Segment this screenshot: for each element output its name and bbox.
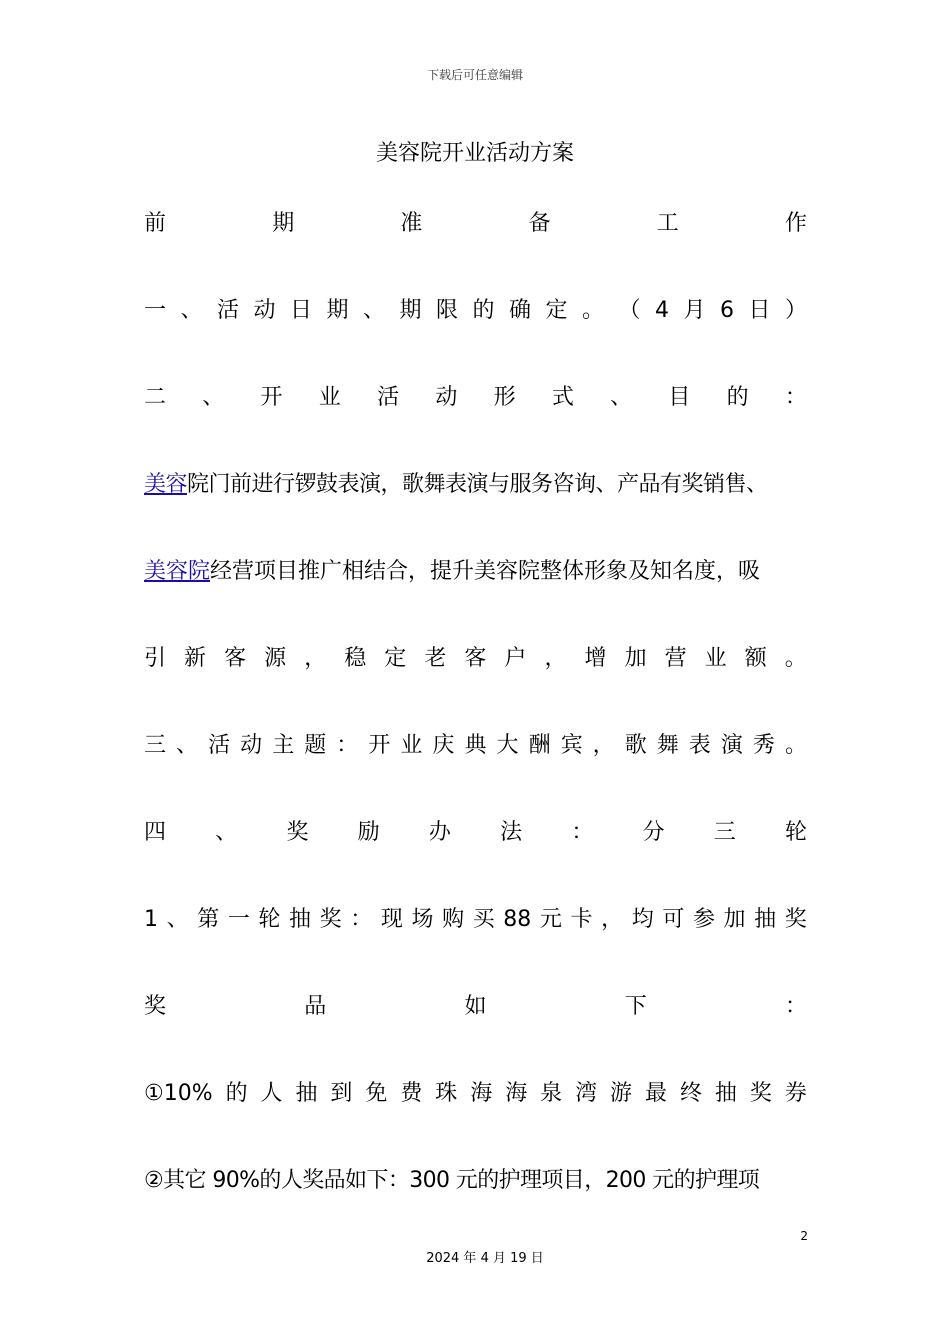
text-segment: 户 xyxy=(504,646,527,671)
text-segment: 额 xyxy=(744,646,767,671)
text-segment: 业 xyxy=(704,646,727,671)
text-segment: 奖 xyxy=(749,1081,772,1106)
text-segment: 卡 xyxy=(570,907,593,932)
text-segment: 、 xyxy=(166,907,189,932)
text-segment: 大 xyxy=(496,733,519,758)
text-segment: 作 xyxy=(784,211,807,236)
text-segment: 。 xyxy=(784,646,807,671)
text-segment: 一 xyxy=(227,907,250,932)
text-segment: 游 xyxy=(610,1081,633,1106)
text-segment: ： xyxy=(784,385,807,410)
line5-text: 经营项目推广相结合，提升美容院整体形象及知名度，吸 xyxy=(210,559,761,584)
text-segment: 营 xyxy=(664,646,687,671)
section1-activity-date xyxy=(144,296,807,326)
prize1-line xyxy=(144,1079,807,1109)
text-segment: 奖 xyxy=(784,907,807,932)
text-segment: 备 xyxy=(528,211,551,236)
text-segment: 确 xyxy=(509,298,532,323)
text-segment: 庆 xyxy=(432,733,455,758)
text-segment: 6 xyxy=(719,298,734,323)
text-segment: 最 xyxy=(645,1081,668,1106)
text-segment: 三 xyxy=(713,820,736,845)
text-segment: 老 xyxy=(424,646,447,671)
text-segment: 励 xyxy=(357,820,380,845)
text-segment: ， xyxy=(544,646,567,671)
text-segment: 宾 xyxy=(560,733,583,758)
text-segment: 可 xyxy=(662,907,685,932)
text-segment: 表 xyxy=(688,733,711,758)
text-segment: 开 xyxy=(260,385,283,410)
text-segment: 购 xyxy=(442,907,465,932)
section2-heading xyxy=(144,383,807,413)
text-segment: 88 xyxy=(503,907,532,932)
text-segment: 珠 xyxy=(435,1081,458,1106)
text-segment: 业 xyxy=(400,733,423,758)
text-segment: 现 xyxy=(380,907,403,932)
beauty-salon-link-2[interactable]: 美容院 xyxy=(144,559,211,584)
text-segment: 第 xyxy=(197,907,220,932)
section4-heading xyxy=(144,818,807,848)
text-segment: 抽 xyxy=(295,1081,318,1106)
prize2-line: ②其它 90%的人奖品如下：300 元的护理项目，200 元的护理项 xyxy=(144,1168,760,1193)
text-segment: 酬 xyxy=(528,733,551,758)
text-segment: 新 xyxy=(184,646,207,671)
text-segment: 均 xyxy=(631,907,654,932)
text-segment: 活 xyxy=(208,733,231,758)
text-segment: 客 xyxy=(464,646,487,671)
text-segment: 泉 xyxy=(540,1081,563,1106)
text-segment: 法 xyxy=(500,820,523,845)
text-segment: 。 xyxy=(784,733,807,758)
prep-heading xyxy=(144,209,807,239)
footer-date: 2024 年 4 月 19 日 xyxy=(426,1251,544,1266)
text-segment: 期 xyxy=(272,211,295,236)
text-segment: 、 xyxy=(215,820,238,845)
text-segment: 的 xyxy=(726,385,749,410)
text-segment: 活 xyxy=(217,298,240,323)
text-segment: 题 xyxy=(304,733,327,758)
text-segment: ①10% xyxy=(144,1081,213,1106)
text-segment: 免 xyxy=(365,1081,388,1106)
text-segment: 客 xyxy=(224,646,247,671)
text-segment: 定 xyxy=(545,298,568,323)
text-segment: 活 xyxy=(377,385,400,410)
text-segment: 海 xyxy=(505,1081,528,1106)
beauty-salon-link[interactable]: 美容 xyxy=(144,472,188,497)
text-segment: 定 xyxy=(384,646,407,671)
text-segment: 动 xyxy=(253,298,276,323)
text-segment: 抽 xyxy=(289,907,312,932)
paragraph-line-5 xyxy=(144,557,807,587)
document-title: 美容院开业活动方案 xyxy=(375,141,574,166)
text-segment: ） xyxy=(784,298,807,323)
text-segment: 典 xyxy=(464,733,487,758)
text-segment: 奖 xyxy=(319,907,342,932)
section3-theme xyxy=(144,731,807,761)
text-segment: 月 xyxy=(683,298,706,323)
text-segment: 一 xyxy=(144,298,167,323)
text-segment: ， xyxy=(304,646,327,671)
text-segment: 轮 xyxy=(784,820,807,845)
paragraph-line-6 xyxy=(144,644,807,674)
text-segment: 歌 xyxy=(624,733,647,758)
text-segment: 舞 xyxy=(656,733,679,758)
text-segment: 前 xyxy=(144,211,167,236)
text-segment: 演 xyxy=(720,733,743,758)
text-segment: 4 xyxy=(655,298,669,323)
text-segment: 、 xyxy=(176,733,199,758)
text-segment: ： xyxy=(336,733,359,758)
text-segment: 轮 xyxy=(258,907,281,932)
text-segment: 如 xyxy=(464,994,487,1019)
text-segment: 业 xyxy=(318,385,341,410)
text-segment: 增 xyxy=(584,646,607,671)
text-segment: 1 xyxy=(144,907,158,932)
text-segment: ： xyxy=(784,994,807,1019)
text-segment: 终 xyxy=(679,1081,702,1106)
text-segment: 工 xyxy=(656,211,679,236)
text-segment: 加 xyxy=(723,907,746,932)
text-segment: 下 xyxy=(624,994,647,1019)
text-segment: 抽 xyxy=(714,1081,737,1106)
text-segment: 加 xyxy=(624,646,647,671)
text-segment: 券 xyxy=(784,1081,807,1106)
text-segment: 式 xyxy=(551,385,574,410)
text-segment: 奖 xyxy=(286,820,309,845)
text-segment: 三 xyxy=(144,733,167,758)
text-segment: 源 xyxy=(264,646,287,671)
text-segment: 海 xyxy=(470,1081,493,1106)
text-segment: 、 xyxy=(202,385,225,410)
text-segment: 的 xyxy=(225,1081,248,1106)
text-segment: 费 xyxy=(400,1081,423,1106)
round1-line xyxy=(144,905,807,935)
text-segment: 、 xyxy=(363,298,386,323)
text-segment: 日 xyxy=(290,298,313,323)
text-segment: 形 xyxy=(493,385,516,410)
text-segment: 日 xyxy=(748,298,771,323)
text-segment: 四 xyxy=(144,820,167,845)
text-segment: ， xyxy=(601,907,624,932)
text-segment: 、 xyxy=(610,385,633,410)
text-segment: 二 xyxy=(144,385,167,410)
text-segment: 期 xyxy=(399,298,422,323)
text-segment: 开 xyxy=(368,733,391,758)
text-segment: 到 xyxy=(330,1081,353,1106)
line4-text: 院门前进行锣鼓表演，歌舞表演与服务咨询、产品有奖销售、 xyxy=(187,472,768,497)
text-segment: 动 xyxy=(435,385,458,410)
text-segment: 参 xyxy=(692,907,715,932)
paragraph-line-4 xyxy=(144,470,807,500)
text-segment: 湾 xyxy=(575,1081,598,1106)
text-segment: 动 xyxy=(240,733,263,758)
text-segment: 、 xyxy=(180,298,203,323)
text-segment: 期 xyxy=(326,298,349,323)
text-segment: ： xyxy=(571,820,594,845)
text-segment: 目 xyxy=(668,385,691,410)
text-segment: 准 xyxy=(400,211,423,236)
text-segment: 限 xyxy=(436,298,459,323)
prizes-heading xyxy=(144,992,807,1022)
text-segment: 场 xyxy=(411,907,434,932)
text-segment: 稳 xyxy=(344,646,367,671)
text-segment: 办 xyxy=(428,820,451,845)
text-segment: 主 xyxy=(272,733,295,758)
text-segment: 秀 xyxy=(752,733,775,758)
text-segment: 人 xyxy=(260,1081,283,1106)
text-segment: 。 xyxy=(582,298,605,323)
text-segment: 奖 xyxy=(144,994,167,1019)
text-segment: ， xyxy=(592,733,615,758)
text-segment: 品 xyxy=(304,994,327,1019)
page-number: 2 xyxy=(800,1229,808,1243)
text-segment: 引 xyxy=(144,646,167,671)
text-segment: ： xyxy=(350,907,373,932)
text-segment: 分 xyxy=(642,820,665,845)
page-header: 下载后可任意编辑 xyxy=(426,68,523,82)
text-segment: 元 xyxy=(539,907,562,932)
text-segment: 的 xyxy=(472,298,495,323)
text-segment: 买 xyxy=(472,907,495,932)
text-segment: （ xyxy=(618,298,641,323)
text-segment: 抽 xyxy=(754,907,777,932)
